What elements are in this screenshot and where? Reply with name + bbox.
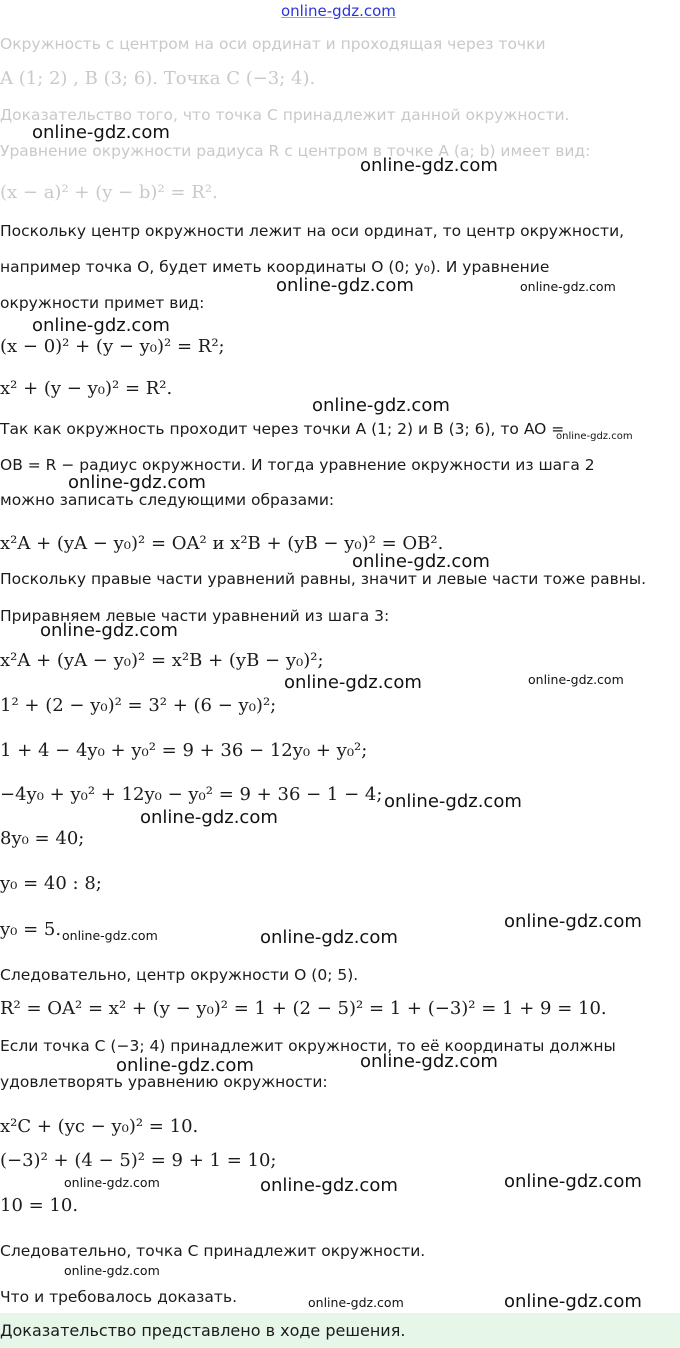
condition-line-4: Уравнение окружности радиуса R с центром в точке A (a; b) имеет вид: [0,142,591,160]
watermark: online-gdz.com [312,395,450,416]
watermark: online-gdz.com [116,1055,254,1076]
watermark: online-gdz.com [68,472,206,493]
solution-line-7: OB = R − радиус окружности. И тогда уравнение окружности из шага 2 [0,456,595,474]
watermark: online-gdz.com [276,275,414,296]
answer-box [0,1313,680,1348]
solution-line-11: Приравняем левые части уравнений из шага 3: [0,607,390,625]
watermark: online-gdz.com [260,927,398,948]
solution-formula-24: (−3)² + (4 − 5)² = 9 + 1 = 10; [0,1150,277,1171]
solution-formula-12: x²A + (yA − y₀)² = x²B + (yB − y₀)²; [0,650,324,671]
condition-line-2: A (1; 2) , B (3; 6). Точка C (−3; 4). [0,68,316,89]
watermark: online-gdz.com [360,155,498,176]
watermark: online-gdz.com [504,911,642,932]
solution-line-22: удовлетворять уравнению окружности: [0,1073,328,1091]
solution-formula-20: R² = OA² = x² + (y − y₀)² = 1 + (2 − 5)² = 1 + (−3)² = 1 + 9 = 10. [0,998,607,1019]
watermark: online-gdz.com [32,315,170,336]
watermark: online-gdz.com [360,1051,498,1072]
solution-line-8: можно записать следующими образами: [0,491,335,509]
watermark: online-gdz.com [284,672,422,693]
solution-line-1: Поскольку центр окружности лежит на оси ординат, то центр окружности, [0,222,625,240]
watermark: online-gdz.com [32,122,170,143]
watermark: online-gdz.com [556,431,633,442]
header-watermark-link[interactable]: online-gdz.com [281,2,396,20]
solution-line-2: например точка O, будет иметь координаты O (0; y₀). И уравнение [0,258,550,276]
solution-formula-13: 1² + (2 − y₀)² = 3² + (6 − y₀)²; [0,695,277,716]
solution-line-3: окружности примет вид: [0,294,205,312]
watermark: online-gdz.com [308,1295,404,1310]
condition-line-3: Доказательство того, что точка C принадлежит данной окружности. [0,106,570,124]
solution-formula-25: 10 = 10. [0,1195,79,1216]
solution-line-26: Следовательно, точка C принадлежит окружности. [0,1242,426,1260]
solution-formula-14: 1 + 4 − 4y₀ + y₀² = 9 + 36 − 12y₀ + y₀²; [0,740,368,761]
condition-line-1: Окружность с центром на оси ординат и проходящая через точки [0,35,546,53]
solution-line-27: Что и требовалось доказать. [0,1288,238,1306]
solution-formula-23: x²C + (yc − y₀)² = 10. [0,1116,199,1137]
watermark: online-gdz.com [260,1175,398,1196]
watermark: online-gdz.com [140,807,278,828]
watermark: online-gdz.com [64,1263,160,1278]
watermark: online-gdz.com [352,551,490,572]
watermark: online-gdz.com [528,672,624,687]
solution-formula-15: −4y₀ + y₀² + 12y₀ − y₀² = 9 + 36 − 1 − 4; [0,784,383,805]
solution-formula-17: y₀ = 40 : 8; [0,873,102,894]
solution-line-21: Если точка C (−3; 4) принадлежит окружности, то её координаты должны [0,1037,616,1055]
condition-line-5: (x − a)² + (y − b)² = R². [0,182,218,203]
watermark: online-gdz.com [520,279,616,294]
watermark: online-gdz.com [504,1171,642,1192]
watermark: online-gdz.com [384,791,522,812]
solution-line-10: Поскольку правые части уравнений равны, значит и левые части тоже равны. [0,570,647,588]
solution-formula-4: (x − 0)² + (y − y₀)² = R²; [0,336,225,357]
solution-formula-5: x² + (y − y₀)² = R². [0,378,173,399]
watermark: online-gdz.com [40,620,178,641]
solution-formula-16: 8y₀ = 40; [0,828,85,849]
solution-formula-18: y₀ = 5. [0,919,62,940]
watermark: online-gdz.com [64,1175,160,1190]
solution-line-19: Следовательно, центр окружности O (0; 5). [0,966,359,984]
watermark: online-gdz.com [504,1291,642,1312]
watermark: online-gdz.com [62,928,158,943]
solution-line-6: Так как окружность проходит через точки A (1; 2) и B (3; 6), то AO = [0,420,565,438]
answer-text: Доказательство представлено в ходе решения. [0,1321,406,1340]
solution-formula-9: x²A + (yA − y₀)² = OA² и x²B + (yB − y₀)² = OB². [0,533,444,554]
